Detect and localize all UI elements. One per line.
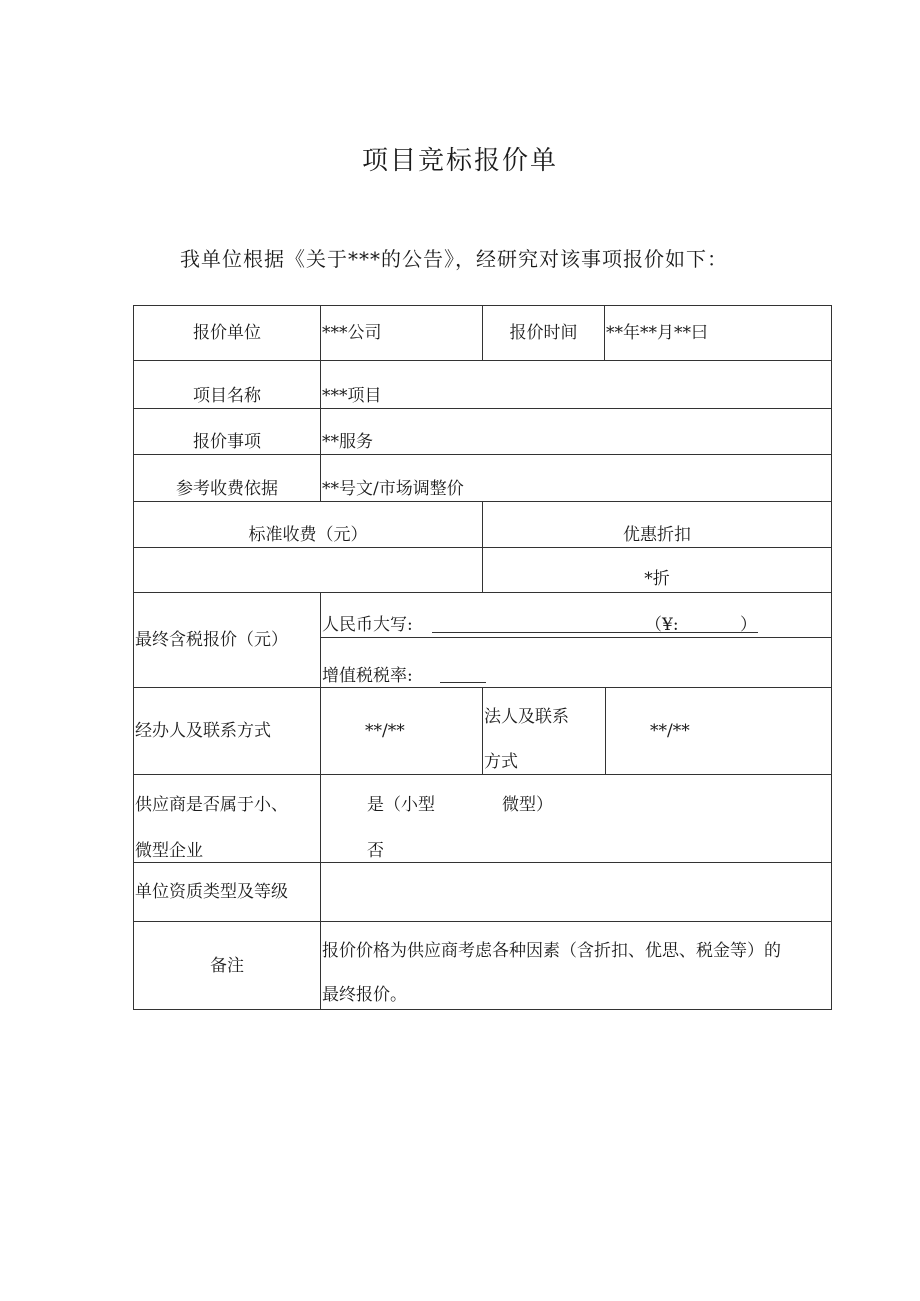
intro-text: 我单位根据《关于***的公告》，经研究对该事项报价如下： (180, 247, 728, 271)
remark-line2: 最终报价。 (322, 985, 407, 1005)
column-divider (482, 687, 483, 774)
row-divider (133, 774, 832, 775)
table-border-right (831, 305, 832, 1010)
column-divider (320, 592, 321, 1010)
column-divider (604, 305, 605, 360)
sme-micro-option: 微型） (502, 795, 553, 815)
fee-basis-label: 参考收费依据 (176, 479, 278, 499)
fee-basis-value: **号文/市场调整价 (322, 479, 464, 499)
row-divider (133, 408, 832, 409)
handler-value: **/** (365, 721, 405, 741)
table-border-bottom (133, 1009, 832, 1010)
qualification-label: 单位资质类型及等级 (135, 882, 288, 902)
sme-no-option: 否 (367, 841, 384, 861)
row-divider (133, 360, 832, 361)
row-divider (321, 637, 832, 638)
quote-time-value: **年**月**曰 (606, 323, 708, 343)
project-name-value: ***项目 (322, 386, 382, 406)
remark-label: 备注 (210, 956, 244, 976)
legal-value: **/** (650, 721, 690, 741)
row-divider (133, 862, 832, 863)
vat-rate-underline (440, 682, 486, 683)
quote-item-value: **服务 (322, 432, 373, 452)
rmb-uppercase-label: 人民币大写: (322, 615, 413, 635)
project-name-label: 项目名称 (193, 386, 261, 406)
quote-time-label: 报价时间 (509, 323, 578, 343)
remark-line1: 报价价格为供应商考虑各种因素（含折扣、优思、税金等）的 (322, 941, 781, 961)
sme-label-line1: 供应商是否属于小、 (135, 795, 288, 815)
row-divider (133, 921, 832, 922)
yen-close: ） (740, 615, 757, 635)
column-divider (605, 687, 606, 774)
column-divider (320, 305, 321, 501)
discount-label: 优惠折扣 (623, 525, 691, 545)
rmb-uppercase-underline (432, 632, 758, 633)
standard-fee-label: 标准收费（元） (248, 525, 368, 545)
sme-label-line2: 微型企业 (135, 841, 203, 861)
row-divider (133, 592, 832, 593)
sme-yes-option: 是（小型 (367, 795, 435, 815)
quote-unit-value: ***公司 (322, 323, 382, 343)
discount-value: *折 (644, 569, 670, 589)
yen-label: （¥: (645, 615, 679, 635)
handler-label: 经办人及联系方式 (135, 721, 271, 741)
table-border-left (133, 305, 134, 1010)
quote-unit-label: 报价单位 (193, 323, 261, 343)
legal-label-line2: 方式 (484, 752, 518, 772)
vat-rate-label: 增值税税率: (322, 666, 413, 686)
quote-item-label: 报价事项 (193, 432, 261, 452)
legal-label-line1: 法人及联系 (484, 707, 569, 727)
final-price-label: 最终含税报价（元） (135, 630, 288, 650)
row-divider (133, 454, 832, 455)
page-title: 项目竞标报价单 (361, 146, 558, 176)
